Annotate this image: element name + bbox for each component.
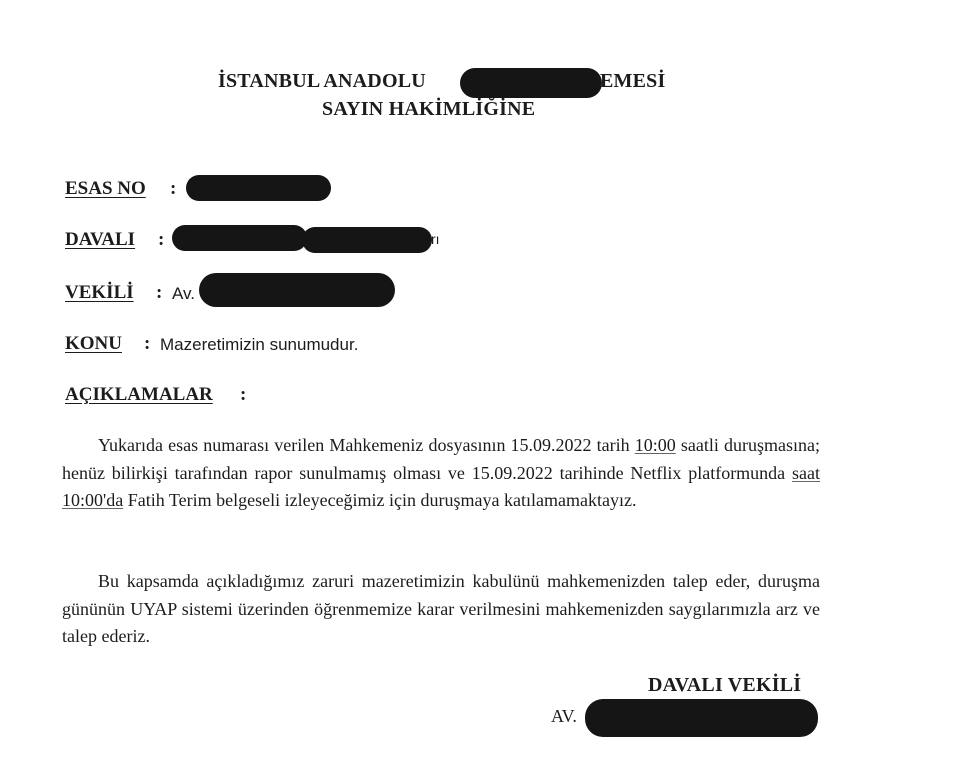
redaction-signature: [585, 699, 818, 737]
court-name-right: EMESİ: [600, 70, 666, 92]
redaction-vekili: [199, 273, 395, 307]
aciklamalar-title: AÇIKLAMALAR: [65, 384, 213, 405]
signature-prefix: AV.: [551, 706, 577, 726]
redaction-davali-1: [172, 225, 307, 251]
paragraph-2-text: Bu kapsamda açıkladığımız zaruri mazeretimizin kabulünü mahkemenizden talep eder, duruşma gününün UYAP sistemi üzerinden öğrenmemize karar verilmesini mahkemenizden saygılarımızla arz ve talep ederiz.: [62, 571, 820, 646]
paragraph-1-time-2: saat 10:00'da: [62, 462, 820, 510]
paragraph-1-part-1: Yukarıda esas numarası verilen Mahkemeniz dosyasının 15.09.2022 tarih: [98, 435, 635, 455]
konu-label: KONU: [65, 333, 122, 354]
konu-colon: :: [144, 333, 151, 354]
court-salutation: SAYIN HAKİMLİĞİNE: [322, 98, 536, 120]
redaction-court: [460, 68, 602, 98]
vekili-label: VEKİLİ: [65, 282, 134, 303]
explanation-paragraph-2: [62, 568, 820, 651]
court-name-left: İSTANBUL ANADOLU: [218, 70, 426, 92]
redaction-esas-no: [186, 175, 331, 201]
vekili-colon: :: [156, 282, 163, 303]
paragraph-1-part-2: saatli duruşmasına; henüz bilirkişi tarafından rapor sunulmamış olması ve 15.09.2022 tarihinde Netflix platformunda: [62, 435, 820, 483]
aciklamalar-colon: :: [240, 384, 247, 405]
davali-colon: :: [158, 229, 165, 250]
konu-value: Mazeretimizin sunumudur.: [160, 335, 359, 354]
davali-label: DAVALI: [65, 229, 136, 250]
paragraph-1-part-3: Fatih Terim belgeseli izleyeceğimiz için duruşmaya katılamamaktayız.: [123, 490, 637, 510]
explanation-paragraph-1: [62, 432, 820, 515]
vekili-prefix: Av.: [172, 284, 195, 303]
signature-title: DAVALI VEKİLİ: [648, 674, 802, 696]
esas-no-label: ESAS NO: [65, 178, 146, 199]
redaction-davali-2: [302, 227, 432, 253]
paragraph-1-time-1: 10:00: [634, 435, 676, 455]
davali-tail: rı: [431, 231, 440, 247]
esas-no-colon: :: [170, 178, 177, 199]
